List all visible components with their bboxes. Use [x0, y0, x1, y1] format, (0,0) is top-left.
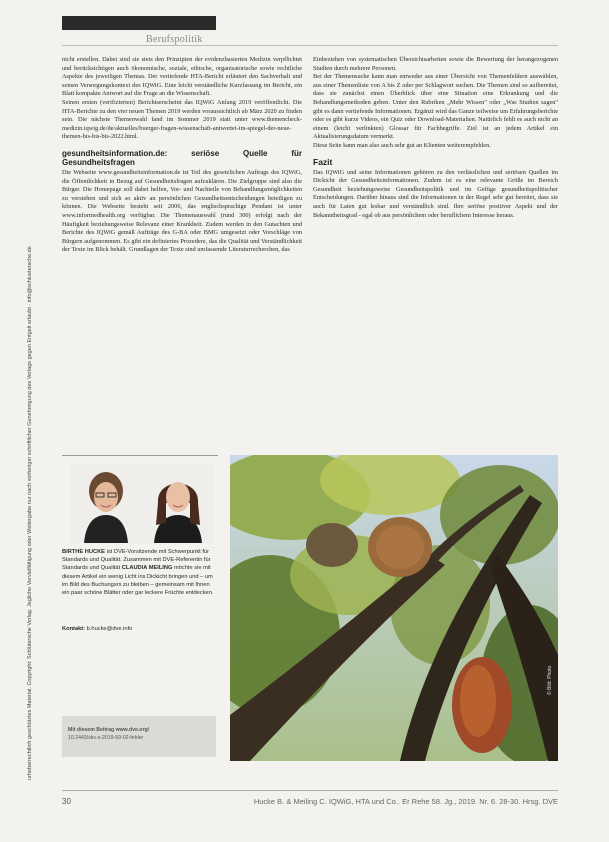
left-body: Die Webseite www.gesundheitsinformation.de ist Teil des gesetzlichen Auftrags des IQWiG, die Öffentlichkeit in Bezug auf Gesundheitsfragen aufzuklären. Die Zielgruppe sind also die Bürger. Die Homepage soll dabei helfen, Vor- und Nachteile von Behandlungsmöglichkeiten zu verstehen und sich so aktiv an persönlichen Gesundheitsentscheidungen beteiligen zu können. Die Webseite besteht seit 2006, das englischsprachige Pendant ist unter www.informedhealth.org verfügbar. Die Themenauswahl (rund 300) erfolgt nach der Häufigkeit beziehungsweise Relevanz einer Krankheit. Zudem werden in den Gutachten und Berichte des IQWiG gemäß Aufträge des G-BA oder BMG umgesetzt oder Vorschläge von Bürgern aufgenommen. Es gibt ein definiertes Prozedere, das die Qualität und Verständlichkeit der Texte im Blick behält. Grundlagen der Texte sind umfassende Literaturrecherchen, das — [62, 168, 302, 254]
right-column — [313, 56, 558, 220]
bio-text-2: möchte sie mit diesem Artikel ein wenig Licht ins Dickicht bringen und – um im Bild des Buchungsrs zu bleiben – gemeinsam mit Ihnen ein paar schöne Blätter oder gar leckere Früchte entdecken. — [62, 565, 214, 597]
photo-credit — [547, 635, 555, 695]
copyright-text: urheberrechtlich geschütztes Material. Copyright: Schlütersche Verlag. Jegliche Vervielfältigung oder Weitergabe nur nach vorheriger schriftlicher Genehmigung des Verlags gegen Entgelt erlaubt · info@schluetersche.de — [27, 246, 33, 780]
heading-gesundheitsinformation: gesundheitsinformation.de: seriöse Quelle für Gesundheitsfragen — [62, 148, 302, 167]
left-column — [62, 56, 302, 255]
author-photo-hucke — [70, 463, 142, 543]
cocoa-tree-photo — [230, 455, 558, 761]
doi-line-1: Mit diesem Beitrag www.dve.org/ — [68, 727, 150, 733]
doi-line-2[interactable]: 10.2443/skv-s-2019-59-02-fehler — [68, 735, 144, 741]
doi-box — [62, 716, 216, 757]
header-bar — [62, 16, 216, 30]
copyright-sidebar — [27, 60, 41, 780]
contact-label: Kontakt: — [62, 626, 86, 632]
section-title: Berufspolitik — [146, 34, 203, 45]
author-photo-meiling — [142, 463, 214, 543]
photo-credit-text: © Bild: Photo — [547, 665, 553, 695]
author-name-hucke: BIRTHE HUCKE — [62, 549, 105, 555]
contact-email[interactable]: b.hucke@dve.info — [86, 626, 133, 632]
header-rule — [62, 45, 558, 46]
author-photos — [62, 463, 218, 543]
right-p2: Bei der Themensuche kann man entweder aus einer Übersicht von Themenfeldern auswählen, aus einer Themenliste von A bis Z oder per Schlagwort suchen. Die Themen sind so aufbereitet, dass sie zunächst einen Überblick über eine Situation eine Erkrankung und die Behandlungsmethoden geben. Unter den Rubriken „Mehr Wissen" oder „Was Studien sagen" gibt es dann vertiefende Informationen. Ergänzt wird das Ganze teilweise um Erfahrungsberichte oder es gibt kurze Videos, ein Quiz oder Download-Materialien. Natürlich fehlt es auch nicht an einem (leicht verlinkten) Glossar für Fachbegriffe. Ziel ist an jedem Artikel ein Aktualisierungsdatum vermerkt. — [313, 73, 558, 141]
citation: Hucke B. & Meiling C. IQWiG, HTA und Co.. Er Rehe 58. Jg., 2019. Nr. 6. 28-30. Hrsg. DVE — [253, 797, 558, 806]
page-number: 30 — [62, 797, 71, 806]
left-intro: nicht erstellen. Dabei sind sie stets den Prinzipien der evidenzbasierten Medizin verpflichtet und berücksichtigen auch ökonomische, soziale, ethische, organisatorische sowie rechtliche Aspekte des jeweiligen Themas. Der vertiefende HTA-Bericht erläutert den Sachverhalt und seinen Versorgungskontext des IQWiG. Eine leicht verständliche Kurzfassung im Bericht, ein Blatt kompakte Antwort auf die Frage an die Wissenschaft. — [62, 56, 302, 98]
author-rule — [62, 455, 218, 456]
author-name-meiling: CLAUDIA MEILING — [121, 565, 173, 572]
right-p3: Diese Seite kann man also auch sehr gut an Klienten weiterempfehlen. — [313, 141, 491, 149]
bio-text-1: ist DVE-Vorsitzende mit Schwerpunkt für Standards und Qualität. Zusammen mit DVE-Referentin für Standards und Qualität — [62, 549, 211, 572]
footer-rule — [62, 790, 558, 791]
left-intro-2: Seinen ersten (verifizierten) Berichtserscheint das IQWiG Anfang 2019 veröffentlicht. Die HTA-Berichte zu den vier neuen Themen 2019 werden voraussichtlich ab März 2020 zu finden sein. Die nächste Themenwahl fand im Sommer 2019 statt unter www.themencheck-medizin.iqwig.de/de/aktuelles/buerger-fragen-wissenschaft-antwortet-im-spiegel-der-neue-themen-bis-bis-bis-2022.html. — [62, 98, 302, 141]
fazit-body: Das IQWiG und seine Informationen gehören zu den verlässlichen und seriösen Quellen im Dickicht der Gesundheitsinformationen. Zudem ist es eine relevante Größe im Bereich Gesundheit beziehungsweise Gesundheitspolitik und im Gefüge gesundheitspolitischer Entscheidungen. Darüber hinaus sind die Informationen in der Regel sehr gut bereitet, dass sie auch für Laien gut lesbar und verständlich sind. Ihre seriöse positiver Aspekt und der Bekanntheitsgrad - egal ob aus persönlichem oder beruflichem Interesse heraus. — [313, 168, 558, 219]
heading-fazit: Fazit — [313, 156, 333, 167]
contact-line — [62, 626, 218, 632]
author-bio — [62, 548, 218, 597]
right-p1: Einbeziehen von systematischen Übersichtsarbeiten sowie die Bewertung der herangezogenen Studien durch mehrere Personen. — [313, 56, 558, 72]
